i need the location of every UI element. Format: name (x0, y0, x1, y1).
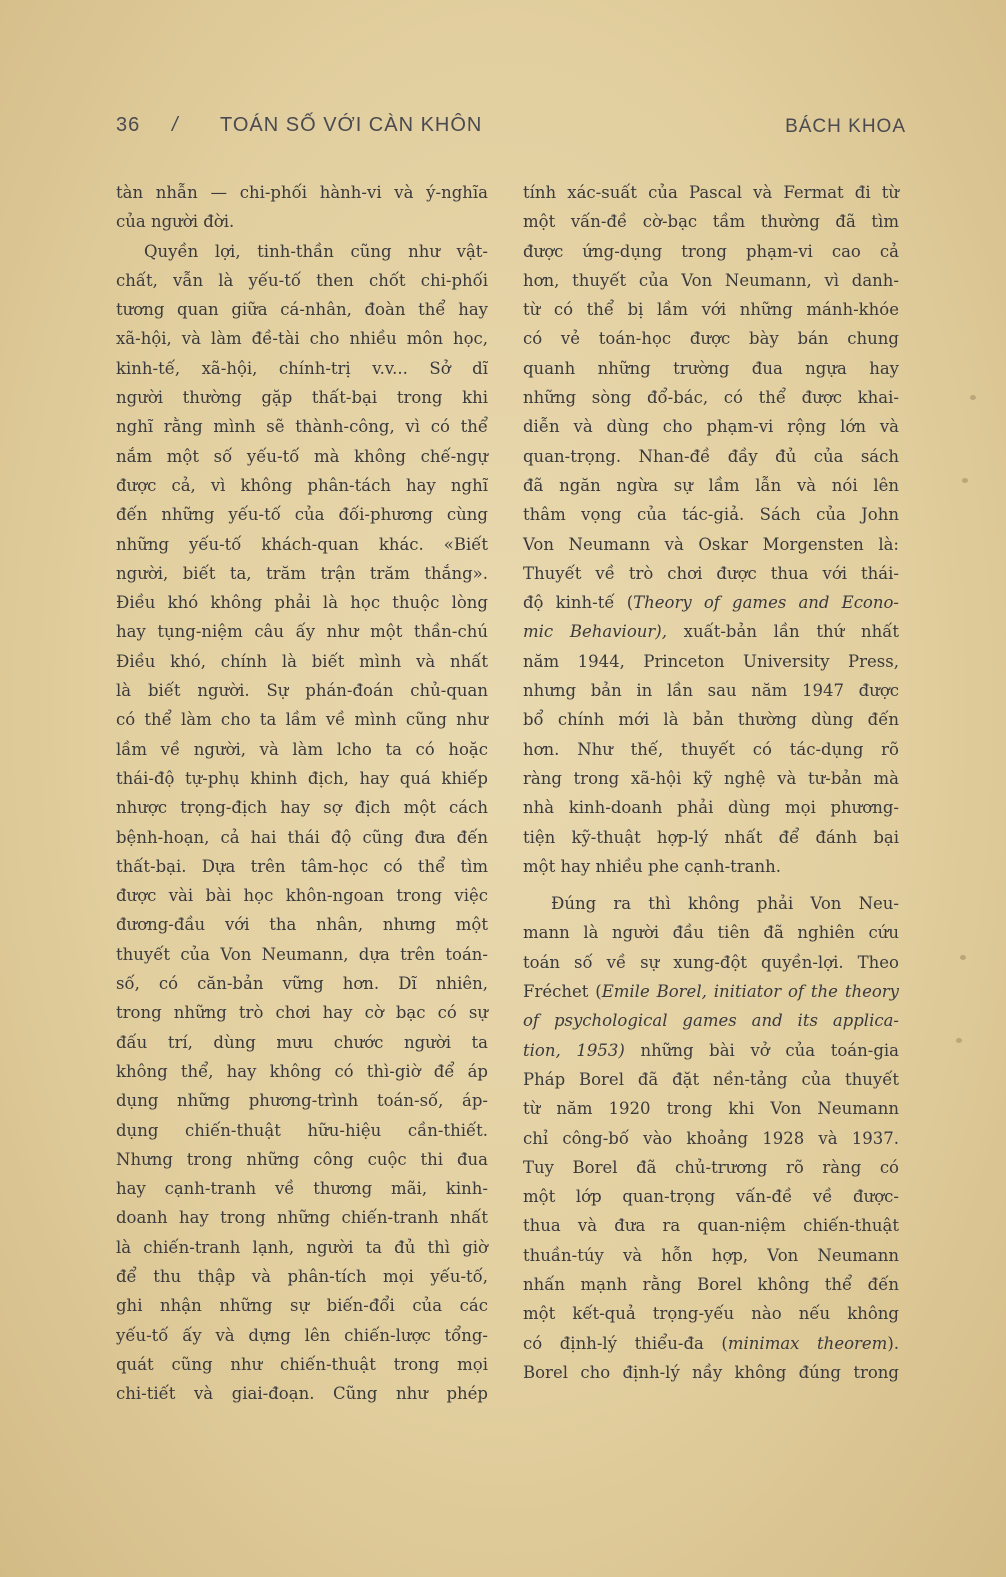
paper-speck (960, 955, 966, 960)
text-line: ghi nhận những sự biến-đổi của các (116, 1296, 488, 1316)
text-line: đương-đầu với tha nhân, nhưng một (116, 915, 488, 935)
text-line: bổ chính mới là bản thường dùng đến (523, 710, 899, 730)
text-line: có thể làm cho ta lầm về mình cũng như (116, 710, 488, 730)
text-line: từ có thể bị lầm với những mánh-khóe (523, 300, 899, 320)
text-line: là biết người. Sự phán-đoán chủ-quan (116, 681, 488, 701)
text-line: thất-bại. Dựa trên tâm-học có thể tìm (116, 856, 488, 876)
text-line: một kết-quả trọng-yếu nào nếu không (523, 1304, 899, 1324)
text-line: nắm một số yếu-tố mà không chế-ngự (116, 446, 488, 466)
text-line: nhưng bản in lần sau năm 1947 được (523, 681, 899, 701)
text-line: Thuyết về trò chơi được thua với thái- (523, 563, 899, 583)
text-line: được cả, vì không phân-tách hay nghĩ (116, 475, 488, 495)
text-line: nhà kinh-doanh phải dùng mọi phương- (523, 798, 899, 818)
text-line: Pháp Borel đã đặt nền-tảng của thuyết (523, 1069, 899, 1089)
text-line: không thể, hay không có thì-giờ để áp (116, 1061, 488, 1081)
text-line: số, có căn-bản vững hơn. Dĩ nhiên, (116, 974, 488, 994)
text-line (523, 588, 899, 617)
text-line: người thường gặp thất-bại trong khi (116, 388, 488, 408)
text-line: những sòng đổ-bác, có thể được khai- (523, 388, 899, 408)
text-line (523, 1006, 899, 1035)
text-line: một lớp quan-trọng vấn-đề về được- (523, 1187, 899, 1207)
text-line (523, 977, 899, 1006)
citation-italic: tion, 1953) (523, 1040, 625, 1060)
text-run: xuất-bản lần thứ nhất (666, 622, 899, 642)
text-line: nhấn mạnh rằng Borel không thể đến (523, 1274, 899, 1294)
paper-speck (970, 395, 976, 400)
text-line: Quyền lợi, tinh-thần cũng như vật- (144, 241, 488, 261)
text-line: có vẻ toán-học được bày bán chung (523, 329, 899, 349)
text-line: được ứng-dụng trong phạm-vi cao cả (523, 241, 899, 261)
text-line: Tuy Borel đã chủ-trương rõ ràng có (523, 1157, 899, 1177)
book-title-italic: Theory of games and Econo- (633, 593, 900, 613)
text-line: thua và đưa ra quan-niệm chiến-thuật (523, 1216, 899, 1236)
citation-italic: of psychological games and its applica- (523, 1011, 899, 1031)
text-line: từ năm 1920 trong khi Von Neumann (523, 1099, 899, 1119)
text-line: Von Neumann và Oskar Morgensten là: (523, 534, 899, 554)
text-line: một vấn-đề cờ-bạc tầm thường đã tìm (523, 212, 899, 232)
text-line: tiện kỹ-thuật hợp-lý nhất để đánh bại (523, 827, 899, 847)
text-line: đến những yếu-tố của đối-phương cùng (116, 505, 488, 525)
paper-speck (956, 1038, 962, 1043)
text-line: chỉ công-bố vào khoảng 1928 và 1937. (523, 1128, 899, 1148)
text-line: mann là người đầu tiên đã nghiên cứu (523, 923, 899, 943)
text-line (523, 1036, 899, 1065)
text-line: năm 1944, Princeton University Press, (523, 651, 899, 671)
text-line (523, 617, 899, 646)
text-line: tàn nhẫn — chi-phối hành-vi và ý-nghĩa (116, 183, 488, 202)
text-run: có định-lý thiểu-đa ( (523, 1333, 728, 1353)
text-line: đấu trí, dùng mưu chước người ta (116, 1032, 488, 1052)
text-line: chất, vẫn là yếu-tố then chốt chi-phối (116, 270, 488, 290)
text-line: Borel cho định-lý nầy không đúng trong (523, 1362, 899, 1382)
text-line: hơn, thuyết của Von Neumann, vì danh- (523, 270, 899, 290)
text-line: quanh những trường đua ngựa hay (523, 358, 899, 378)
text-line: kinh-tế, xã-hội, chính-trị v.v... Sở dĩ (116, 358, 488, 378)
text-run: những bài vở của toán-gia (624, 1040, 899, 1060)
text-line: dụng những phương-trình toán-số, áp- (116, 1091, 488, 1111)
text-line: hay cạnh-tranh về thương mãi, kinh- (116, 1179, 488, 1199)
text-line: nhược trọng-địch hay sợ địch một cách (116, 798, 488, 818)
right-column (523, 178, 899, 1387)
text-line: thuần-túy và hỗn hợp, Von Neumann (523, 1245, 899, 1265)
text-line: hay tụng-niệm câu ấy như một thần-chú (116, 622, 488, 642)
text-line: của người đời. (116, 212, 235, 232)
text-line: bệnh-hoạn, cả hai thái độ cũng đưa đến (116, 827, 488, 847)
header-separator: / (172, 114, 179, 136)
running-header (116, 110, 906, 150)
text-line: Điều khó không phải là học thuộc lòng (116, 593, 488, 613)
citation-italic: Emile Borel, initiator of the theory (601, 982, 900, 1002)
text-line: chi-tiết và giai-đoạn. Cũng như phép (116, 1384, 488, 1404)
text-line: là chiến-tranh lạnh, người ta đủ thì giờ (116, 1237, 488, 1257)
left-column (116, 178, 488, 1408)
text-line: Đúng ra thì không phải Von Neu- (551, 894, 899, 914)
text-line: thái-độ tự-phụ khinh địch, hay quá khiếp (116, 768, 488, 788)
text-run: độ kinh-tế ( (523, 593, 634, 613)
text-line: dụng chiến-thuật hữu-hiệu cần-thiết. (116, 1120, 488, 1140)
text-line: thuyết của Von Neumann, dựa trên toán- (116, 944, 488, 964)
text-line: tương quan giữa cá-nhân, đoàn thể hay (116, 300, 488, 320)
article-title: TOÁN SỐ VỚI CÀN KHÔN (220, 114, 483, 136)
book-title-italic: mic Behaviour), (523, 622, 667, 642)
text-line: được vài bài học khôn-ngoan trong việc (116, 886, 488, 906)
text-line: nghĩ rằng mình sẽ thành-công, vì có thể (116, 417, 488, 437)
text-line: những yếu-tố khách-quan khác. «Biết (116, 534, 488, 554)
text-line: một hay nhiều phe cạnh-tranh. (523, 856, 781, 876)
text-line: diễn và dùng cho phạm-vi rộng lớn và (523, 417, 899, 437)
magazine-name: BÁCH KHOA (785, 116, 906, 137)
text-line: để thu thập và phân-tích mọi yếu-tố, (116, 1266, 488, 1286)
page-number: 36 (116, 114, 141, 136)
text-line: quan-trọng. Nhan-đề đầy đủ của sách (523, 446, 899, 466)
text-line: lầm về người, và làm lcho ta có hoặc (116, 739, 488, 759)
text-line: quát cũng như chiến-thuật trong mọi (116, 1354, 488, 1374)
text-line: ràng trong xã-hội kỹ nghệ và tư-bản mà (523, 768, 899, 788)
text-line: tính xác-suất của Pascal và Fermat đi từ (523, 183, 899, 202)
text-line: yếu-tố ấy và dựng lên chiến-lược tổng- (116, 1325, 488, 1345)
text-line: Điều khó, chính là biết mình và nhất (116, 651, 488, 671)
text-run: Fréchet ( (523, 982, 602, 1002)
text-line: Nhưng trong những công cuộc thi đua (116, 1149, 488, 1169)
text-line: trong những trò chơi hay cờ bạc có sự (116, 1003, 488, 1023)
text-line: thâm vọng của tác-giả. Sách của John (523, 505, 899, 525)
text-line: đã ngăn ngừa sự lầm lẫn và nói lên (523, 475, 899, 495)
text-line: xã-hội, và làm đề-tài cho nhiều môn học, (116, 329, 488, 349)
text-line: doanh hay trong những chiến-tranh nhất (116, 1208, 488, 1228)
text-line: hơn. Như thế, thuyết có tác-dụng rõ (523, 739, 899, 759)
term-italic: minimax theorem (727, 1333, 888, 1353)
text-run: ). (887, 1333, 899, 1353)
text-line: người, biết ta, trăm trận trăm thắng». (116, 563, 488, 583)
text-line: toán số về sự xung-đột quyền-lợi. Theo (523, 952, 899, 972)
paper-speck (962, 478, 968, 483)
text-line (523, 1329, 899, 1358)
